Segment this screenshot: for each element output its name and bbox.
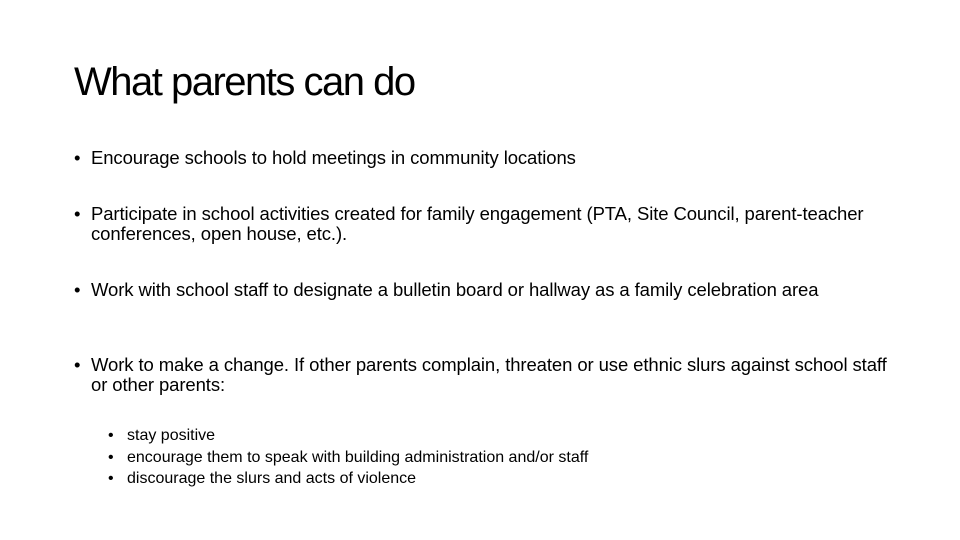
bullet-text: Participate in school activities created for family engagement (PTA, Site Council, parent-teacher conferences, open house, etc.). — [91, 203, 864, 244]
sub-bullet-text: stay positive — [127, 427, 216, 444]
bullet-dot-icon: • — [108, 470, 114, 487]
bullet-item — [74, 355, 894, 395]
bullet-item — [74, 280, 894, 300]
bullet-dot-icon: • — [74, 354, 81, 375]
bullet-dot-icon: • — [108, 448, 114, 466]
sub-bullet-item — [108, 425, 588, 447]
sub-bullet-text: discourage the slurs and acts of violence — [127, 470, 417, 487]
bullet-text: Work with school staff to designate a bulletin board or hallway as a family celebration area — [91, 279, 819, 300]
bullet-item — [74, 148, 894, 168]
bullet-dot-icon: • — [74, 203, 81, 224]
slide-title: What parents can do — [74, 60, 415, 104]
bullet-text: Encourage schools to hold meetings in community locations — [91, 147, 576, 168]
bullet-text: Work to make a change. If other parents complain, threaten or use ethnic slurs against school staff or other parents: — [91, 354, 887, 395]
bullet-dot-icon: • — [74, 279, 81, 300]
bullet-dot-icon: • — [108, 427, 114, 444]
sub-bullet-text: encourage them to speak with building administration and/or staff — [127, 448, 589, 466]
bullet-item — [74, 204, 894, 244]
bullet-dot-icon: • — [74, 147, 81, 168]
sub-bullet-item — [108, 468, 588, 490]
sub-bullet-list — [108, 425, 588, 490]
sub-bullet-item — [108, 447, 588, 469]
